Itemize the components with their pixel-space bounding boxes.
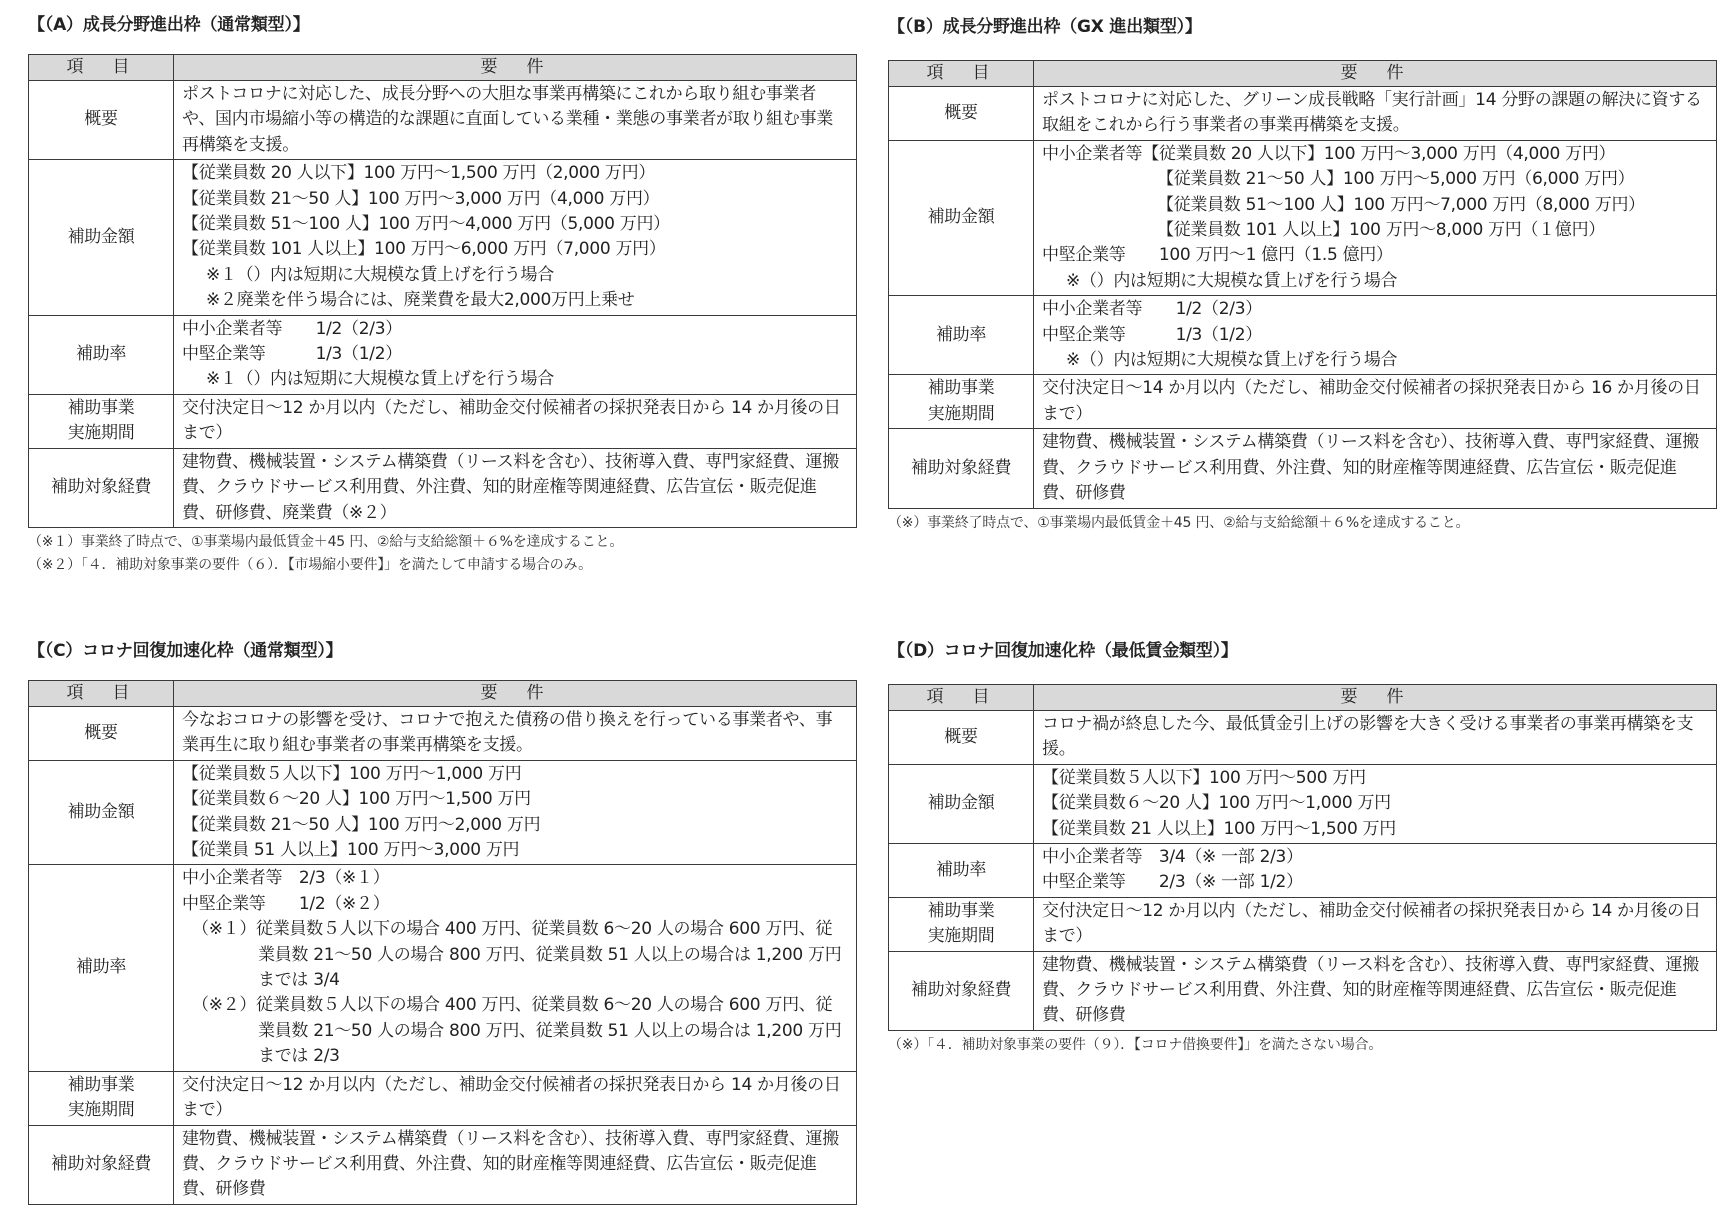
requirement-text: 今なおコロナの影響を受け、コロナで抱えた債務の借り換えを行っている事業者や、事業再生に取り組む事業者の事業再構築を支援。: [182, 710, 833, 756]
table-row: [29, 448, 857, 527]
requirement-line: 【従業員数５人以下】100 万円～1,000 万円: [182, 763, 522, 784]
requirement-line: 【従業員数 101 人以上】100 万円～6,000 万円（7,000 万円）: [182, 239, 666, 260]
row-requirement: [1034, 951, 1717, 1030]
section-d: [888, 636, 1717, 1057]
requirement-note-line: ※１（）内は短期に大規模な賃上げを行う場合: [206, 369, 554, 390]
requirement-line: 【従業員数 21～50 人】100 万円～5,000 万円（6,000 万円）: [1157, 169, 1635, 190]
table-row: [889, 375, 1717, 429]
requirement-line: 中堅企業等 1/3（1/2）: [182, 344, 402, 365]
header-item: 項 目: [29, 681, 174, 707]
row-requirement: [1034, 844, 1717, 898]
row-requirement: [174, 1071, 857, 1125]
requirement-line: 中堅企業等 1/2（※２）: [182, 893, 390, 914]
requirement-note-line: ※（）内は短期に大規模な賃上げを行う場合: [1066, 270, 1398, 291]
requirement-text: 建物費、機械装置・システム構築費（リース料を含む）、技術導入費、専門家経費、運搬費、クラウドサービス利用費、外注費、知的財産権等関連経費、広告宣伝・販売促進費、研修費、廃業費（※２）: [182, 451, 839, 523]
requirement-text: 建物費、機械装置・システム構築費（リース料を含む）、技術導入費、専門家経費、運搬費、クラウドサービス利用費、外注費、知的財産権等関連経費、広告宣伝・販売促進費、研修費: [1042, 432, 1699, 504]
row-requirement: [1034, 711, 1717, 765]
row-requirement: [1034, 140, 1717, 295]
table-row: [29, 1125, 857, 1204]
requirement-text: ポストコロナに対応した、成長分野への大胆な事業再構築にこれから取り組む事業者や、国内市場縮小等の構造的な課題に直面している業種・業態の事業者が取り組む事業再構築を支援。: [182, 84, 833, 155]
requirement-text: コロナ禍が終息した今、最低賃金引上げの影響を大きく受ける事業者の事業再構築を支援。: [1042, 714, 1694, 760]
requirement-line: 中小企業者等 2/3（※１）: [182, 868, 390, 889]
table-row: [29, 865, 857, 1071]
row-requirement: [174, 160, 857, 315]
row-requirement: [174, 707, 857, 761]
row-item-label: 概要: [29, 707, 174, 761]
requirements-table: [28, 54, 857, 528]
table-row: [889, 764, 1717, 843]
requirements-table: [888, 684, 1717, 1031]
table-row: [29, 707, 857, 761]
section-title: 【（A）成長分野進出枠（通常類型）】: [28, 15, 310, 35]
requirement-line: 【従業員数５人以下】100 万円～500 万円: [1042, 767, 1366, 788]
header-requirement: 要 件: [174, 55, 857, 81]
requirement-line: 中小企業者等【従業員数 20 人以下】100 万円～3,000 万円（4,000 万円）: [1042, 143, 1616, 164]
requirement-note-line: （※１）従業員数５人以下の場合 400 万円、従業員数 6～20 人の場合 600 万円、従業員数 21～50 人の場合 800 万円、従業員数 51 人以上の場合は 1,200 万円までは 3/4: [192, 919, 842, 991]
row-requirement: [174, 760, 857, 865]
requirement-line: 中小企業者等 3/4（※ 一部 2/3）: [1042, 847, 1303, 868]
row-requirement: [1034, 375, 1717, 429]
section-a: [28, 10, 857, 577]
requirements-table: [28, 680, 857, 1205]
header-item: 項 目: [889, 61, 1034, 87]
requirement-line: 【従業員 51 人以上】100 万円～3,000 万円: [182, 840, 520, 861]
requirement-line: 【従業員数 21～50 人】100 万円～2,000 万円: [182, 814, 541, 835]
table-row: [889, 429, 1717, 508]
requirements-table: [888, 60, 1717, 509]
requirement-note-line: （※２）従業員数５人以下の場合 400 万円、従業員数 6～20 人の場合 600 万円、従業員数 21～50 人の場合 800 万円、従業員数 51 人以上の場合は 1,200 万円までは 2/3: [192, 995, 842, 1067]
table-row: [29, 394, 857, 448]
requirement-line: 中小企業者等 1/2（2/3）: [182, 318, 402, 339]
row-item-label: 補助事業 実施期間: [29, 1071, 174, 1125]
requirement-line: 【従業員数 21～50 人】100 万円～3,000 万円（4,000 万円）: [182, 188, 660, 209]
row-requirement: [1034, 87, 1717, 141]
row-item-label: 補助対象経費: [29, 448, 174, 527]
row-requirement: [1034, 897, 1717, 951]
row-item-label: 概要: [889, 711, 1034, 765]
table-row: [29, 81, 857, 160]
footnote: （※）「４．補助対象事業の要件（９）．【コロナ借換要件】」を満たさない場合。: [888, 1036, 1383, 1053]
table-row: [889, 897, 1717, 951]
table-row: [889, 711, 1717, 765]
header-requirement: 要 件: [174, 681, 857, 707]
header-item: 項 目: [889, 685, 1034, 711]
row-item-label: 補助率: [29, 315, 174, 394]
row-requirement: [1034, 764, 1717, 843]
requirement-line: 【従業員数６～20 人】100 万円～1,000 万円: [1042, 793, 1391, 814]
requirement-text: 交付決定日～12 か月以内（ただし、補助金交付候補者の採択発表日から 14 か月後の日まで）: [182, 397, 841, 444]
row-item-label: 補助金額: [889, 764, 1034, 843]
table-row: [889, 140, 1717, 295]
row-item-label: 概要: [889, 87, 1034, 141]
requirement-text: 建物費、機械装置・システム構築費（リース料を含む）、技術導入費、専門家経費、運搬費、クラウドサービス利用費、外注費、知的財産権等関連経費、広告宣伝・販売促進費、研修費: [182, 1128, 839, 1200]
section-c: [28, 636, 857, 1205]
row-requirement: [174, 394, 857, 448]
footnote: （※１）事業終了時点で、①事業場内最低賃金＋45 円、②給与支給総額＋６%を達成すること。: [28, 533, 624, 550]
requirement-line: 【従業員数 51～100 人】100 万円～4,000 万円（5,000 万円）: [182, 214, 670, 235]
requirement-text: ポストコロナに対応した、グリーン成長戦略「実行計画」14 分野の課題の解決に資する取組をこれから行う事業者の事業再構築を支援。: [1042, 90, 1702, 136]
requirement-line: 【従業員数 21 人以上】100 万円～1,500 万円: [1042, 818, 1396, 839]
table-header-row: [29, 681, 857, 707]
row-requirement: [174, 315, 857, 394]
row-requirement: [174, 448, 857, 527]
row-requirement: [174, 1125, 857, 1204]
table-row: [889, 951, 1717, 1030]
row-item-label: 補助対象経費: [889, 951, 1034, 1030]
header-requirement: 要 件: [1034, 61, 1717, 87]
requirement-line: 【従業員数 101 人以上】100 万円～8,000 万円（１億円）: [1157, 220, 1605, 241]
table-header-row: [889, 685, 1717, 711]
table-row: [29, 160, 857, 315]
requirement-line: 中小企業者等 1/2（2/3）: [1042, 299, 1262, 320]
table-row: [29, 760, 857, 865]
table-row: [889, 87, 1717, 141]
requirement-line: 中堅企業等 100 万円～1 億円（1.5 億円）: [1042, 245, 1393, 266]
footnote: （※２）「４．補助対象事業の要件（６）．【市場縮小要件】」を満たして申請する場合のみ。: [28, 556, 592, 573]
header-item: 項 目: [29, 55, 174, 81]
requirement-text: 建物費、機械装置・システム構築費（リース料を含む）、技術導入費、専門家経費、運搬費、クラウドサービス利用費、外注費、知的財産権等関連経費、広告宣伝・販売促進費、研修費: [1042, 954, 1699, 1026]
row-item-label: 補助対象経費: [29, 1125, 174, 1204]
header-requirement: 要 件: [1034, 685, 1717, 711]
row-item-label: 概要: [29, 81, 174, 160]
table-row: [889, 844, 1717, 898]
table-header-row: [29, 55, 857, 81]
requirement-text: 交付決定日～12 か月以内（ただし、補助金交付候補者の採択発表日から 14 か月後の日まで）: [1042, 900, 1701, 947]
section-b: [888, 12, 1717, 535]
requirement-line: 【従業員数６～20 人】100 万円～1,500 万円: [182, 789, 531, 810]
table-header-row: [889, 61, 1717, 87]
requirement-note-line: ※２廃業を伴う場合には、廃業費を最大2,000万円上乗せ: [206, 290, 635, 311]
requirement-line: 【従業員数 51～100 人】100 万円～7,000 万円（8,000 万円）: [1157, 194, 1645, 215]
table-row: [29, 315, 857, 394]
row-item-label: 補助事業 実施期間: [29, 394, 174, 448]
row-requirement: [174, 81, 857, 160]
section-title: 【（B）成長分野進出枠（GX 進出類型）】: [888, 17, 1202, 37]
requirement-note-line: ※１（）内は短期に大規模な賃上げを行う場合: [206, 264, 554, 285]
row-item-label: 補助金額: [29, 160, 174, 315]
requirement-text: 交付決定日～14 か月以内（ただし、補助金交付候補者の採択発表日から 16 か月後の日まで）: [1042, 378, 1701, 424]
requirement-text: 交付決定日～12 か月以内（ただし、補助金交付候補者の採択発表日から 14 か月後の日まで）: [182, 1074, 841, 1121]
requirement-note-line: ※（）内は短期に大規模な賃上げを行う場合: [1066, 350, 1398, 371]
row-item-label: 補助事業 実施期間: [889, 375, 1034, 429]
footnote: （※）事業終了時点で、①事業場内最低賃金＋45 円、②給与支給総額＋６%を達成すること。: [888, 514, 1470, 531]
row-item-label: 補助金額: [29, 760, 174, 865]
row-item-label: 補助金額: [889, 140, 1034, 295]
row-item-label: 補助事業 実施期間: [889, 897, 1034, 951]
table-row: [889, 296, 1717, 375]
requirement-line: 【従業員数 20 人以下】100 万円～1,500 万円（2,000 万円）: [182, 163, 656, 184]
row-item-label: 補助率: [29, 865, 174, 1071]
section-title: 【（D）コロナ回復加速化枠（最低賃金類型）】: [888, 641, 1238, 661]
requirement-line: 中堅企業等 1/3（1/2）: [1042, 324, 1262, 345]
requirement-line: 中堅企業等 2/3（※ 一部 1/2）: [1042, 872, 1303, 893]
row-item-label: 補助率: [889, 844, 1034, 898]
row-requirement: [1034, 429, 1717, 508]
row-requirement: [174, 865, 857, 1071]
row-requirement: [1034, 296, 1717, 375]
row-item-label: 補助率: [889, 296, 1034, 375]
section-title: 【（C）コロナ回復加速化枠（通常類型）】: [28, 641, 343, 661]
row-item-label: 補助対象経費: [889, 429, 1034, 508]
table-row: [29, 1071, 857, 1125]
